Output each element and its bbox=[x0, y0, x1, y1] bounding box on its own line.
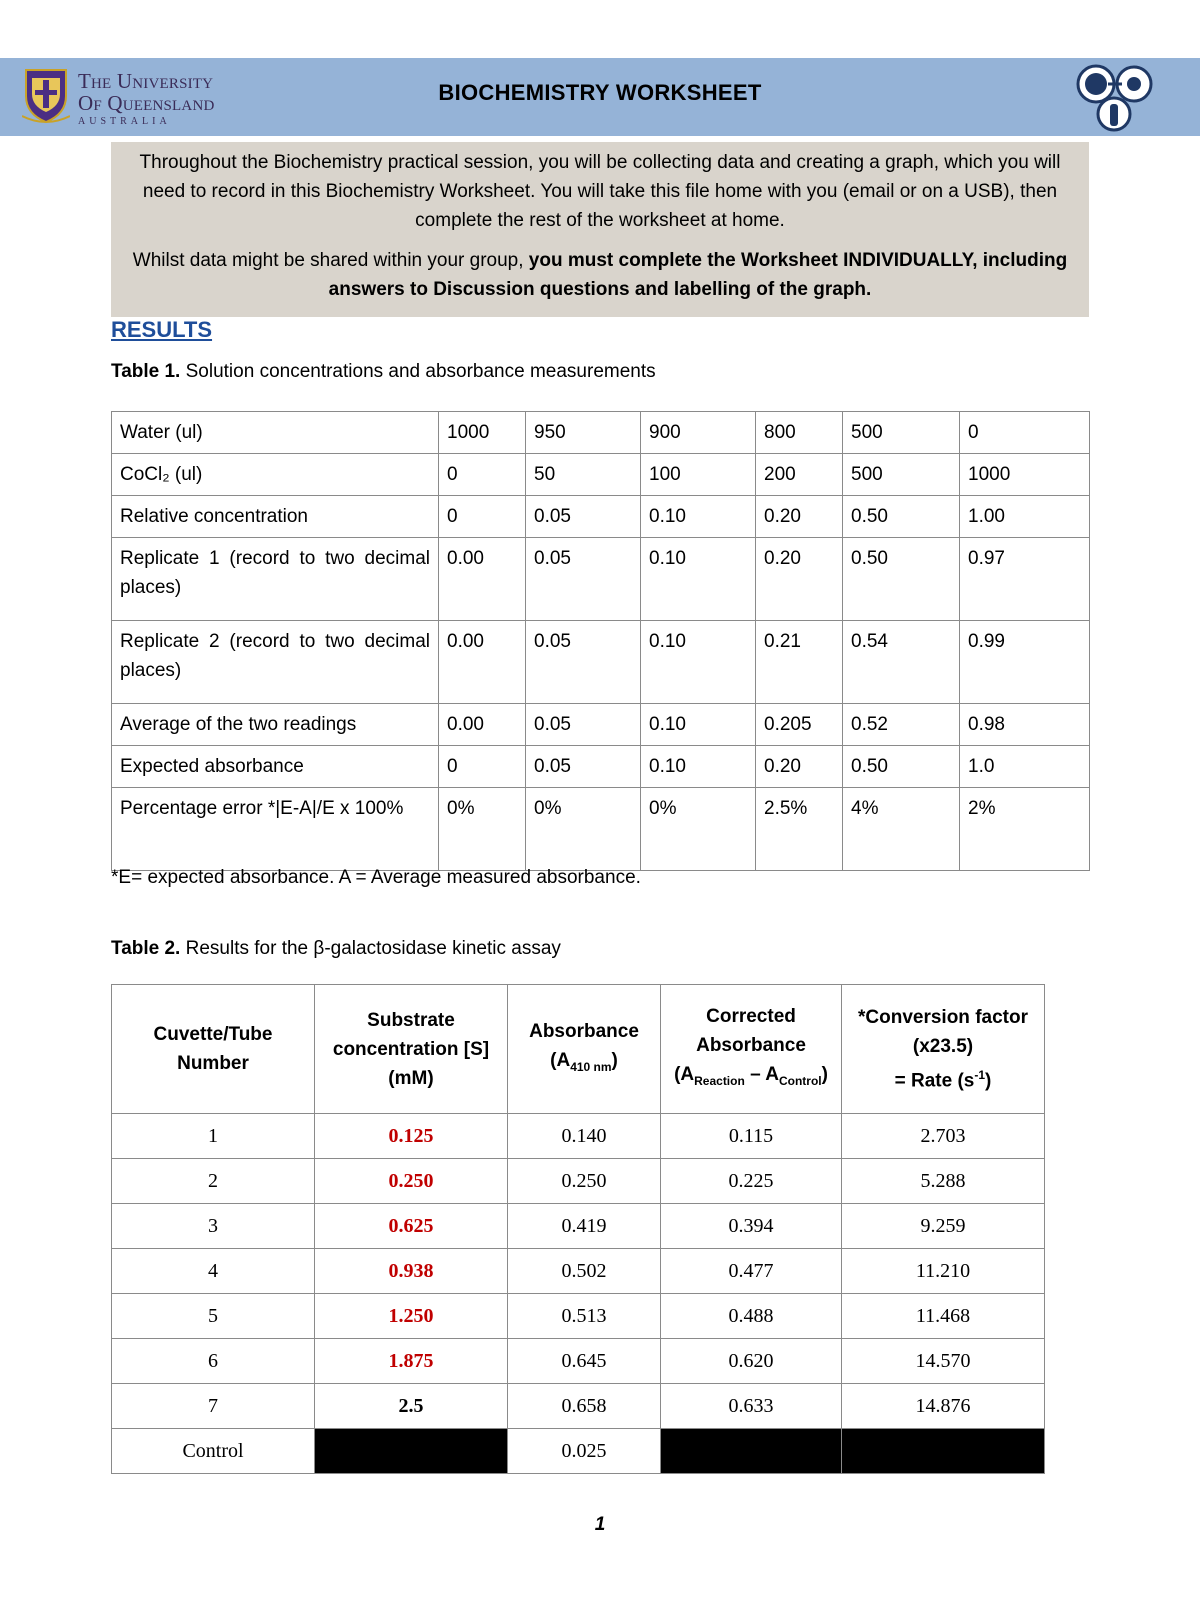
substrate-concentration: 0.125 bbox=[315, 1114, 508, 1159]
table-cell: 500 bbox=[843, 412, 960, 454]
table1-caption-label: Table 1. bbox=[111, 361, 181, 382]
corrected-absorbance-value: 0.394 bbox=[661, 1204, 842, 1249]
blacked-out-cell bbox=[842, 1429, 1045, 1474]
table-header-row bbox=[112, 985, 1045, 1114]
logo-line-2: Of Queensland bbox=[78, 91, 215, 115]
row-label: Replicate 1 (record to two decimal places) bbox=[112, 538, 439, 621]
table-cell: 0.10 bbox=[641, 496, 756, 538]
rate-value: 2.703 bbox=[842, 1114, 1045, 1159]
table-cell: 0.20 bbox=[756, 496, 843, 538]
corrected-absorbance-value: 0.620 bbox=[661, 1339, 842, 1384]
table-cell: 0.54 bbox=[843, 621, 960, 704]
table-cell: 950 bbox=[526, 412, 641, 454]
table-cell: 100 bbox=[641, 454, 756, 496]
table2-caption bbox=[111, 938, 561, 960]
row-label: Replicate 2 (record to two decimal places) bbox=[112, 621, 439, 704]
table-row bbox=[112, 1294, 1045, 1339]
header-tube-number: Cuvette/Tube Number bbox=[112, 985, 315, 1114]
header-corrected-absorbance: Corrected Absorbance $(A_{Reaction} - A_{Control})$ bbox=[661, 985, 842, 1114]
table-cell: 0.10 bbox=[641, 746, 756, 788]
instructions-paragraph-1: Throughout the Biochemistry practical session, you will be collecting data and creating a graph, which you will need to record in this Biochemistry Worksheet. You will take this file home with you (email or on a USB), then complete the rest of the worksheet at home. bbox=[139, 152, 1061, 231]
corrected-absorbance-value: 0.488 bbox=[661, 1294, 842, 1339]
table-cell: 0.50 bbox=[843, 746, 960, 788]
table-cell: 0.20 bbox=[756, 538, 843, 621]
control-row bbox=[112, 1429, 1045, 1474]
row-label: CoCl₂ (ul) bbox=[112, 454, 439, 496]
table-cell: 0.00 bbox=[439, 704, 526, 746]
table-row bbox=[112, 496, 1090, 538]
page-number: 1 bbox=[594, 1514, 606, 1535]
rate-value: 9.259 bbox=[842, 1204, 1045, 1249]
rate-value: 5.288 bbox=[842, 1159, 1045, 1204]
table-cell: 0.205 bbox=[756, 704, 843, 746]
absorbance-value: 0.658 bbox=[508, 1384, 661, 1429]
table-cell: 0.10 bbox=[641, 621, 756, 704]
header-rate: *Conversion factor (x23.5) = Rate $(s^{-1})$ bbox=[842, 985, 1045, 1114]
corrected-absorbance-value: 0.477 bbox=[661, 1249, 842, 1294]
table-cell: 1.0 bbox=[960, 746, 1090, 788]
instructions-bold-text: you must complete the Worksheet INDIVIDUALLY, including answers to Discussion questions and labelling of the graph. bbox=[328, 250, 1068, 300]
tube-number: 1 bbox=[112, 1114, 315, 1159]
substrate-concentration: 0.250 bbox=[315, 1159, 508, 1204]
row-label: Average of the two readings bbox=[112, 704, 439, 746]
table-cell: 2% bbox=[960, 788, 1090, 871]
table-cell: 1.00 bbox=[960, 496, 1090, 538]
corrected-absorbance-value: 0.225 bbox=[661, 1159, 842, 1204]
table-cell: 0% bbox=[526, 788, 641, 871]
table-cell: 0 bbox=[960, 412, 1090, 454]
table-row bbox=[112, 1384, 1045, 1429]
table2-caption-text: Results for the β-galactosidase kinetic assay bbox=[180, 938, 561, 959]
logo-line-3: AUSTRALIA bbox=[78, 116, 171, 127]
table-cell: 0.20 bbox=[756, 746, 843, 788]
table-cell: 4% bbox=[843, 788, 960, 871]
biochemistry-icon bbox=[1070, 62, 1160, 132]
table-cell: 0.05 bbox=[526, 496, 641, 538]
header-absorbance: Absorbance $(A_{410 nm})$ bbox=[508, 985, 661, 1114]
table-row bbox=[112, 1249, 1045, 1294]
substrate-concentration: 0.938 bbox=[315, 1249, 508, 1294]
table-row bbox=[112, 1114, 1045, 1159]
table-cell: 500 bbox=[843, 454, 960, 496]
table-row bbox=[112, 621, 1090, 704]
header-substrate: Substrate concentration [S] (mM) bbox=[315, 985, 508, 1114]
table-cell: 2.5% bbox=[756, 788, 843, 871]
table-cell: 0% bbox=[641, 788, 756, 871]
tube-number: 2 bbox=[112, 1159, 315, 1204]
row-label: Expected absorbance bbox=[112, 746, 439, 788]
table-cell: 0.05 bbox=[526, 704, 641, 746]
table-cell: 0.10 bbox=[641, 538, 756, 621]
table-cell: 0.97 bbox=[960, 538, 1090, 621]
absorbance-value: 0.502 bbox=[508, 1249, 661, 1294]
table-cell: 0.00 bbox=[439, 621, 526, 704]
table-cell: 0.05 bbox=[526, 746, 641, 788]
table-row bbox=[112, 454, 1090, 496]
table-cell: 800 bbox=[756, 412, 843, 454]
absorbance-value: 0.513 bbox=[508, 1294, 661, 1339]
tube-number: 4 bbox=[112, 1249, 315, 1294]
control-absorbance: 0.025 bbox=[508, 1429, 661, 1474]
rate-value: 11.210 bbox=[842, 1249, 1045, 1294]
header-band bbox=[0, 58, 1200, 136]
table-cell: 0.98 bbox=[960, 704, 1090, 746]
table-cell: 1000 bbox=[960, 454, 1090, 496]
table1-footnote: *E= expected absorbance. A = Average measured absorbance. bbox=[111, 867, 641, 888]
table-cell: 0.05 bbox=[526, 538, 641, 621]
blacked-out-cell bbox=[661, 1429, 842, 1474]
table-cell: 0 bbox=[439, 454, 526, 496]
table-row bbox=[112, 1204, 1045, 1249]
table-cell: 200 bbox=[756, 454, 843, 496]
table-row bbox=[112, 1339, 1045, 1384]
absorbance-value: 0.250 bbox=[508, 1159, 661, 1204]
rate-value: 14.876 bbox=[842, 1384, 1045, 1429]
absorbance-value: 0.419 bbox=[508, 1204, 661, 1249]
absorbance-value: 0.140 bbox=[508, 1114, 661, 1159]
rate-value: 11.468 bbox=[842, 1294, 1045, 1339]
substrate-concentration: 1.875 bbox=[315, 1339, 508, 1384]
table2 bbox=[111, 984, 1045, 1474]
worksheet-title: BIOCHEMISTRY WORKSHEET bbox=[438, 80, 762, 105]
instructions-box bbox=[111, 142, 1089, 317]
row-label: Percentage error *|E-A|/E x 100% bbox=[112, 788, 439, 871]
table-row bbox=[112, 788, 1090, 871]
control-label: Control bbox=[112, 1429, 315, 1474]
absorbance-value: 0.645 bbox=[508, 1339, 661, 1384]
table-cell: 0.52 bbox=[843, 704, 960, 746]
results-heading: RESULTS bbox=[111, 317, 213, 342]
table-cell: 0% bbox=[439, 788, 526, 871]
table-cell: 0 bbox=[439, 496, 526, 538]
table-cell: 0.50 bbox=[843, 496, 960, 538]
tube-number: 6 bbox=[112, 1339, 315, 1384]
corrected-absorbance-value: 0.633 bbox=[661, 1384, 842, 1429]
substrate-concentration: 0.625 bbox=[315, 1204, 508, 1249]
table-cell: 0.50 bbox=[843, 538, 960, 621]
instructions-normal-text: Whilst data might be shared within your group, bbox=[132, 250, 529, 271]
blacked-out-cell bbox=[315, 1429, 508, 1474]
table-row bbox=[112, 412, 1090, 454]
table-cell: 0.21 bbox=[756, 621, 843, 704]
table-row bbox=[112, 1159, 1045, 1204]
table-cell: 0 bbox=[439, 746, 526, 788]
table-row bbox=[112, 538, 1090, 621]
corrected-absorbance-value: 0.115 bbox=[661, 1114, 842, 1159]
substrate-concentration: 1.250 bbox=[315, 1294, 508, 1339]
table-cell: 900 bbox=[641, 412, 756, 454]
substrate-concentration: 2.5 bbox=[315, 1384, 508, 1429]
logo-line-1: The University bbox=[78, 69, 214, 93]
table-cell: 0.99 bbox=[960, 621, 1090, 704]
row-label: Relative concentration bbox=[112, 496, 439, 538]
table1-caption bbox=[111, 361, 656, 383]
table-row bbox=[112, 704, 1090, 746]
table-cell: 0.05 bbox=[526, 621, 641, 704]
row-label: Water (ul) bbox=[112, 412, 439, 454]
tube-number: 7 bbox=[112, 1384, 315, 1429]
table-cell: 50 bbox=[526, 454, 641, 496]
rate-value: 14.570 bbox=[842, 1339, 1045, 1384]
table-row bbox=[112, 746, 1090, 788]
table-cell: 0.00 bbox=[439, 538, 526, 621]
table1 bbox=[111, 411, 1090, 871]
table-cell: 1000 bbox=[439, 412, 526, 454]
table-cell: 0.10 bbox=[641, 704, 756, 746]
tube-number: 5 bbox=[112, 1294, 315, 1339]
instructions-paragraph-2 bbox=[125, 246, 1075, 304]
table2-caption-label: Table 2. bbox=[111, 938, 181, 959]
table1-caption-text: Solution concentrations and absorbance measurements bbox=[180, 361, 656, 382]
tube-number: 3 bbox=[112, 1204, 315, 1249]
